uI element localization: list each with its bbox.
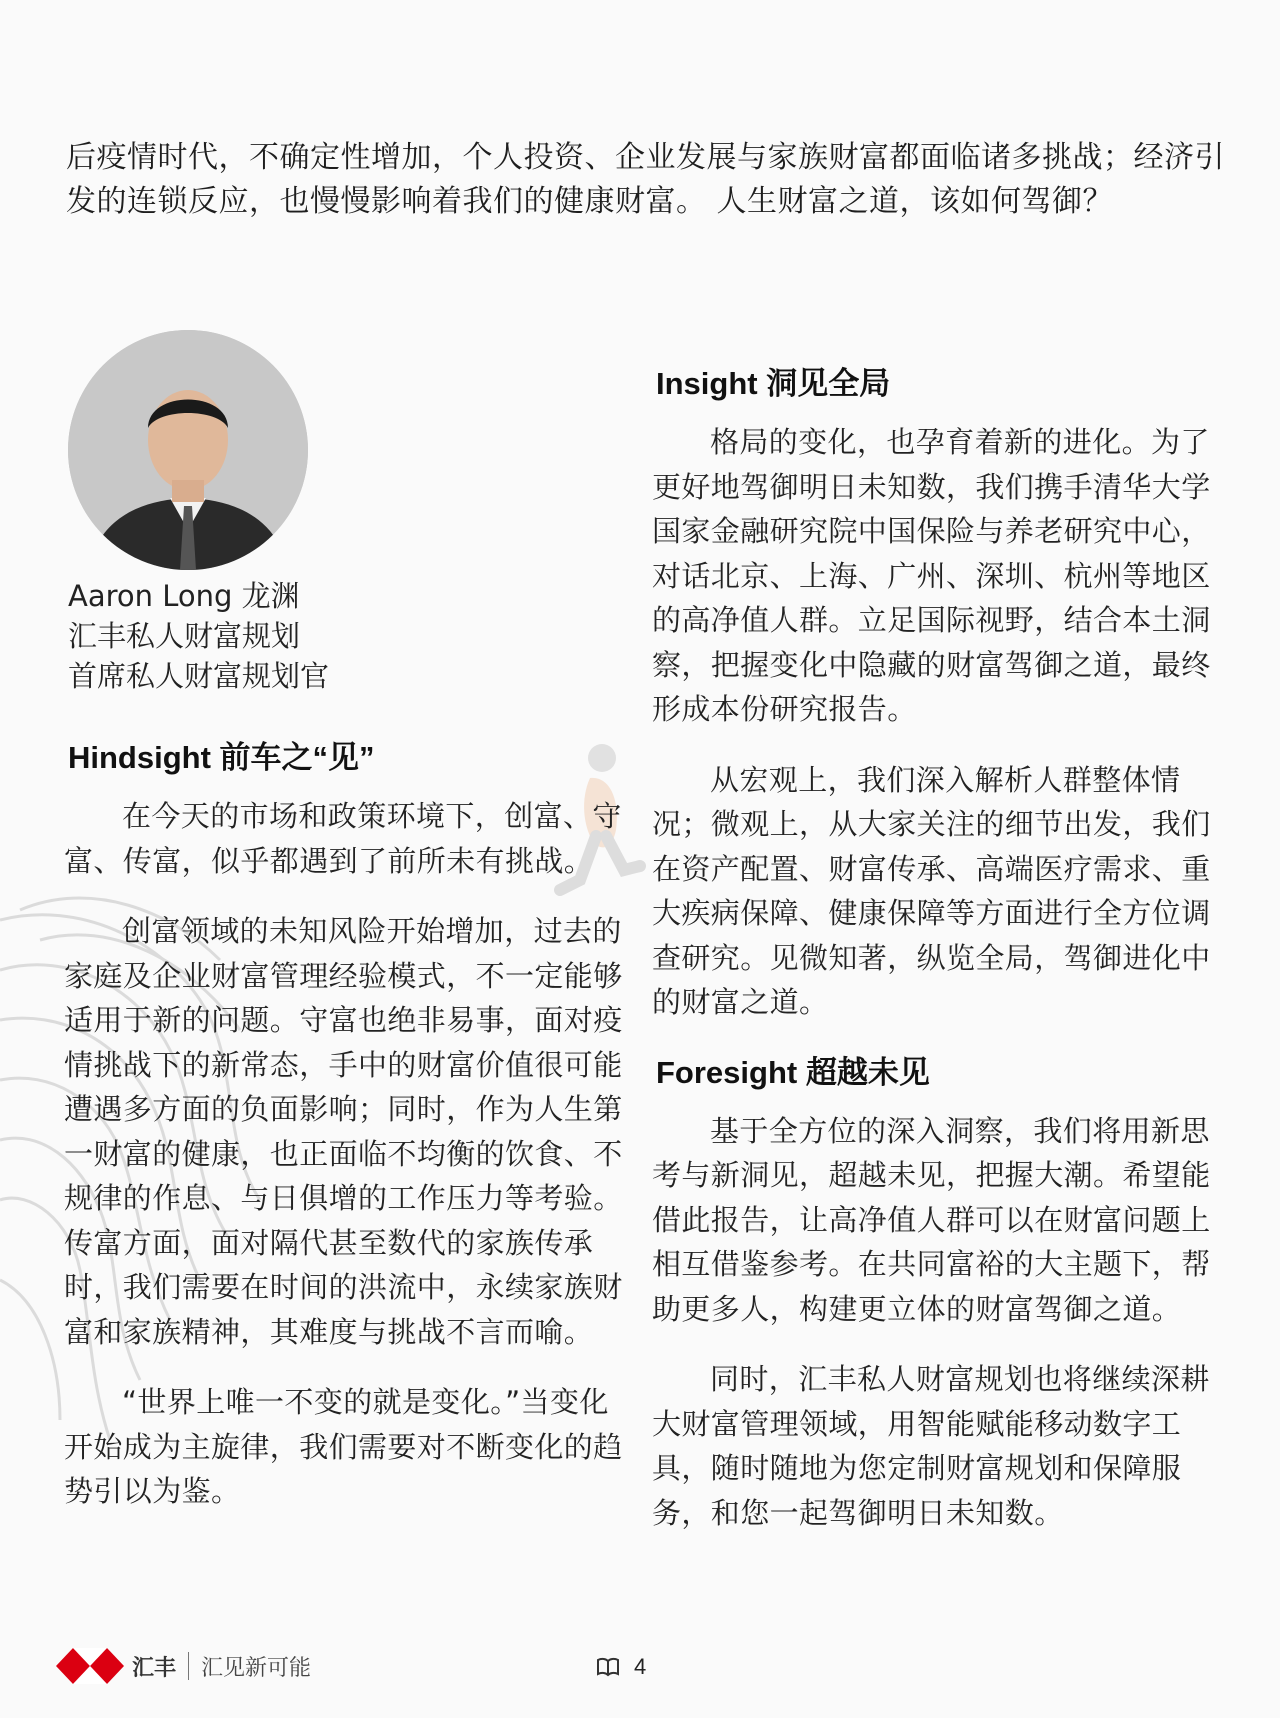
hindsight-paragraph: 在今天的市场和政策环境下，创富、守富、传富，似乎都遇到了前所未有挑战。 bbox=[64, 799, 622, 878]
author-avatar bbox=[68, 330, 308, 570]
insight-paragraph: 从宏观上，我们深入解析人群整体情况；微观上，从大家关注的细节出发，我们在资产配置、财富传承、高端医疗需求、重大疾病保障、健康保障等方面进行全方位调查研究。见微知著，纵览全局，驾御进化中的财富之道。 bbox=[652, 762, 1211, 1019]
portrait-icon bbox=[68, 330, 308, 570]
author-title: 首席私人财富规划官 bbox=[68, 659, 330, 693]
foresight-paragraph: 同时，汇丰私人财富规划也将继续深耕大财富管理领域，用智能赋能移动数字工具，随时随地为您定制财富规划和保障服务，和您一起驾御明日未知数。 bbox=[652, 1362, 1210, 1530]
right-column bbox=[652, 362, 1232, 1561]
hindsight-paragraph: 创富领域的未知风险开始增加，过去的家庭及企业财富管理经验模式，不一定能够适用于新的问题。守富也绝非易事，面对疫情挑战下的新常态，手中的财富价值很可能遭遇多方面的负面影响；同时，作为人生第一财富的健康，也正面临不均衡的饮食、不规律的作息、与日俱增的工作压力等考验。传富方面，面对隔代甚至数代的家族传承时，我们需要在时间的洪流中，永续家族财富和家族精神，其难度与挑战不言而喻。 bbox=[64, 914, 623, 1349]
foresight-heading: Foresight 超越未见 bbox=[656, 1054, 930, 1090]
author-org: 汇丰私人财富规划 bbox=[68, 619, 301, 653]
insight-heading: Insight 洞见全局 bbox=[656, 366, 891, 401]
foresight-paragraph: 基于全方位的深入洞察，我们将用新思考与新洞见，超越未见，把握大潮。希望能借此报告，让高净值人群可以在财富问题上相互借鉴参考。在共同富裕的大主题下，帮助更多人，构建更立体的财富驾御之道。 bbox=[652, 1113, 1211, 1326]
footer-divider bbox=[188, 1652, 189, 1680]
page-number: 4 bbox=[634, 1654, 647, 1679]
page-indicator bbox=[596, 1654, 646, 1680]
author-info bbox=[68, 576, 488, 696]
brand-name: 汇丰 bbox=[132, 1654, 177, 1680]
author-name: Aaron Long 龙渊 bbox=[68, 579, 300, 613]
brand-slogan: 汇见新可能 bbox=[201, 1654, 312, 1680]
hindsight-section bbox=[64, 736, 624, 1540]
insight-paragraph: 格局的变化，也孕育着新的进化。为了更好地驾御明日未知数，我们携手清华大学国家金融研究院中国保险与养老研究中心，对话北京、上海、广州、深圳、杭州等地区的高净值人群。立足国际视野，结合本土洞察，把握变化中隐藏的财富驾御之道，最终形成本份研究报告。 bbox=[652, 425, 1211, 726]
page-footer bbox=[56, 1648, 1236, 1692]
intro-paragraph: 后疫情时代，不确定性增加，个人投资、企业发展与家族财富都面临诸多挑战；经济引发的连锁反应，也慢慢影响着我们的健康财富。 人生财富之道，该如何驾御？ bbox=[66, 140, 1225, 219]
hindsight-paragraph: “世界上唯一不变的就是变化。”当变化开始成为主旋律，我们需要对不断变化的趋势引以为鉴。 bbox=[64, 1385, 623, 1508]
brand-logo bbox=[56, 1648, 311, 1684]
hsbc-hexagon-logo bbox=[56, 1648, 124, 1684]
hindsight-heading: Hindsight 前车之“见” bbox=[68, 740, 375, 775]
book-icon bbox=[596, 1657, 620, 1677]
